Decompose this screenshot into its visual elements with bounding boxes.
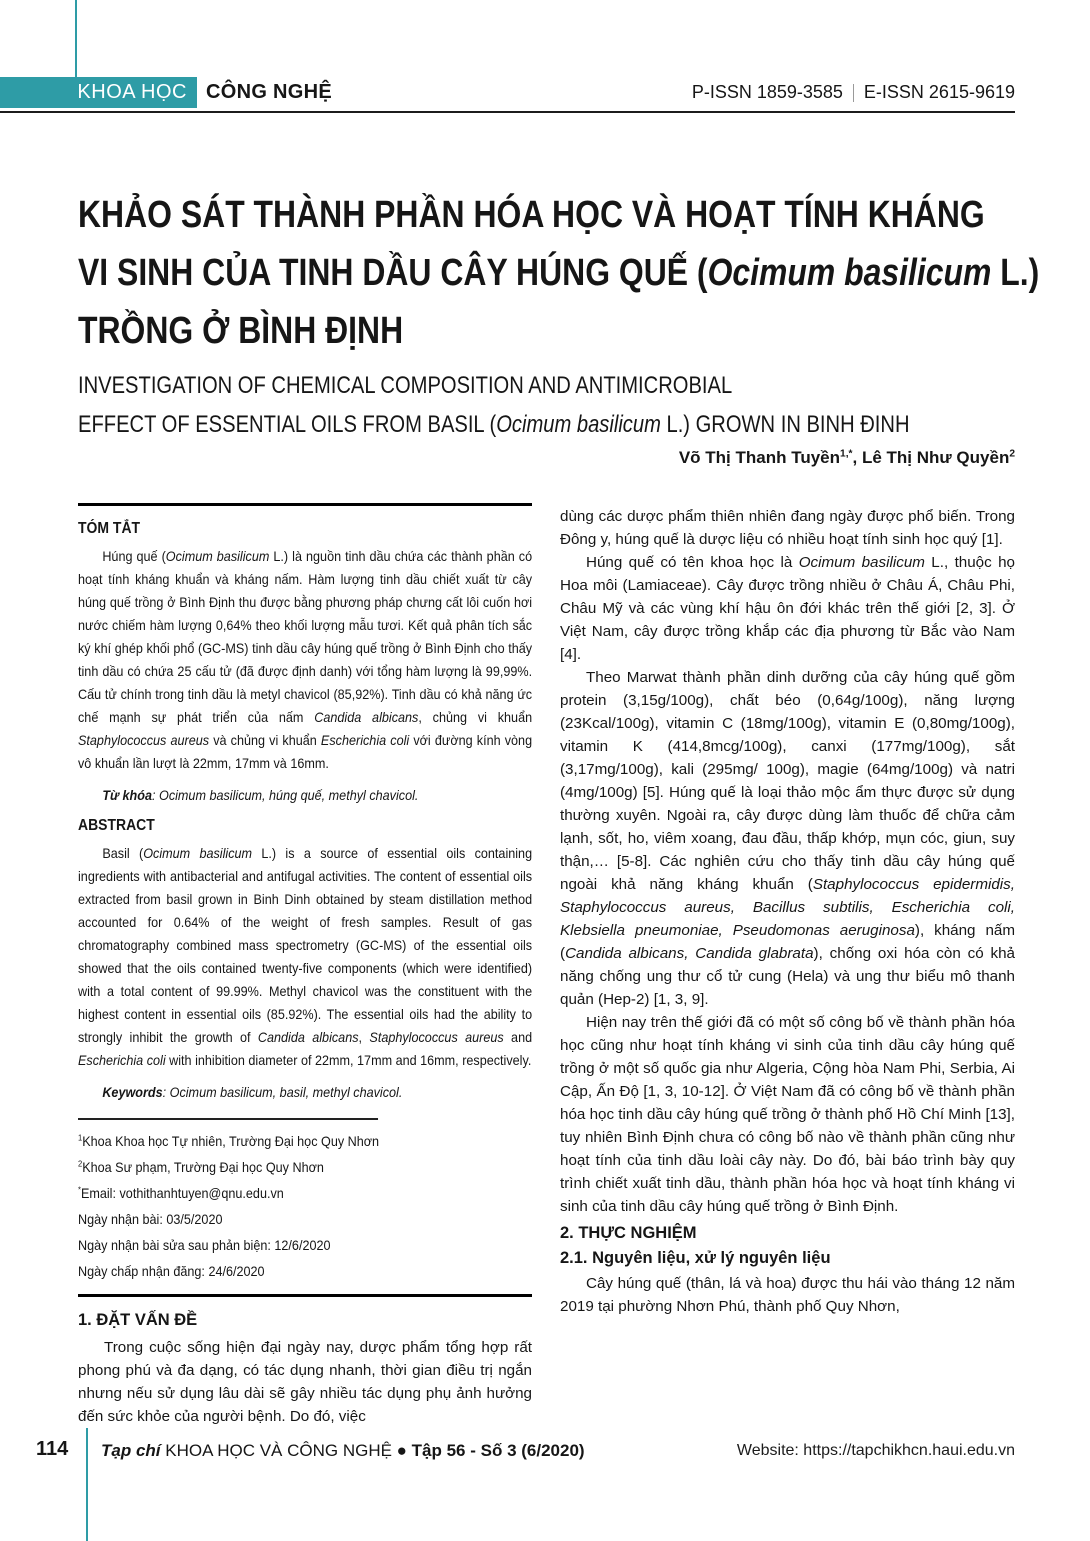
affiliation-2: $^2$Khoa Sư phạm, Trường Đại học Quy Nhơn (78, 1158, 324, 1175)
e-issn-label: E-ISSN 2615-9619 (863, 82, 1015, 102)
page-header (0, 77, 1090, 108)
tu-khoa-line: Từ khóa: Ocimum basilicum, húng quế, methyl chavicol. (102, 787, 419, 803)
body-paragraph-5: Cây húng quế (thân, lá và hoa) được thu hái vào tháng 12 năm 2019 tại phường Nhơn Phú, thành phố Quy Nhơn, (560, 1275, 1015, 1315)
title-vi-line-1: KHẢO SÁT THÀNH PHẦN HÓA HỌC VÀ HOẠT TÍNH KHÁNG (78, 194, 985, 236)
abstract-paragraph: Basil (Ocimum basilicum L.) is a source of essential oils containing ingredients with antibacterial and antifugal activities. The content of essential oils extracted from basil grown in Binh Dinh obtained by steam distillation method accounted for 0.64% of the weight of fresh samples. Result of gas chromatography combined mass spectrometry (GC-MS) of the essential oils showed that the oils contained twenty-five components (which were identified) with a total content of 99.99%. Methyl chavicol was the constituent with the highest content in essential oils (85.92%). The essential oils had the ability to strongly inhibit the growth of Candida albicans, Staphylococcus aureus and Escherichia coli with inhibition diameter of 22mm, 17mm and 16mm, respectively. (78, 845, 533, 1068)
left-column (78, 503, 532, 1428)
footnote-rule (78, 1118, 378, 1120)
p-issn-label: P-ISSN 1859-3585 (691, 82, 843, 102)
abstract-box (78, 503, 532, 1297)
keywords-line: Keywords: Ocimum basilicum, basil, methyl chavicol. (102, 1084, 403, 1100)
date-accepted: Ngày chấp nhận đăng: 24/6/2020 (78, 1263, 265, 1279)
section-2-heading: 2. THỰC NGHIỆM (560, 1224, 697, 1242)
body-paragraph-3: Theo Marwat thành phần dinh dưỡng của cây húng quế gồm protein (3,15g/100g), chất béo (0,64g/100g), năng lượng (23Kcal/100g), vitamin C (18mg/100g), vitamin E (0,80mg/100g), vitamin K (414,8mcg/100g), canxi (177mg/100g), sắt (3,17mg/100g), kali (295mg/ 100g), magie (64mg/100g) và natri (4mg/100g) [5]. Húng quế là loại thảo mộc ẩm thực được sử dụng thường xuyên. Ngoài ra, cây được dùng làm thuốc để chữa cảm lạnh, sốt, ho, viêm xoang, đau đầu, thấp khớp, mụn cóc, giun, suy thận,… [5-8]. Các nghiên cứu cho thấy tinh dầu cây húng quế ngoài khả năng kháng khuẩn (Staphylococcus epidermidis, Staphylococcus aureus, Bacillus subtilis, Escherichia coli, Klebsiella pneumoniae, Pseudomonas aeruginosa), kháng nấm (Candida albicans, Candida glabrata), chống oxi hóa còn có khả năng chống ung thư cổ tử cung (Hela) và ung thư biểu mô thanh quản (Hep-2) [1, 3, 9]. (560, 669, 1015, 1008)
date-revised: Ngày nhận bài sửa sau phản biện: 12/6/2020 (78, 1237, 331, 1253)
affiliation-1: $^1$Khoa Khoa học Tự nhiên, Trường Đại học Quy Nhơn (78, 1132, 380, 1149)
section-1-heading: 1. ĐẶT VẤN ĐỀ (78, 1311, 198, 1329)
article-title-english (78, 366, 1068, 444)
date-received: Ngày nhận bài: 03/5/2020 (78, 1211, 223, 1227)
footer-website-link[interactable]: Website: https://tapchikhcn.haui.edu.vn (736, 1442, 1015, 1459)
body-paragraph-2: Húng quế có tên khoa học là Ocimum basilicum L., thuộc họ Hoa môi (Lamiaceae). Cây được trồng nhiều ở Châu Á, Châu Phi, Châu Mỹ và các vùng khí hậu ôn đới khác trên thế giới [2, 3]. Ở Việt Nam, cây được trồng khắp các địa phương từ Bắc vào Nam [4]. (560, 554, 1015, 663)
issn-block (692, 77, 1015, 108)
intro-paragraph-left: Trong cuộc sống hiện đại ngày nay, dược phẩm tổng hợp rất phong phú và đa dạng, có tác dụng nhanh, thời gian điều trị ngắn nhưng nếu sử dụng lâu dài sẽ gây nhiều tác dụng phụ ảnh hưởng đến sức khỏe của người bệnh. Do đó, việc (78, 1339, 532, 1425)
footer-journal-title: Tạp chí KHOA HỌC VÀ CÔNG NGHỆ ● Tập 56 - Số 3 (6/2020) (101, 1441, 585, 1460)
title-en-line-2: EFFECT OF ESSENTIAL OILS FROM BASIL (Ocimum basilicum L.) GROWN IN BINH ĐINH (78, 411, 910, 438)
tom-tat-heading: TÓM TẮT (78, 520, 141, 537)
tom-tat-paragraph: Húng quế (Ocimum basilicum L.) là nguồn tinh dầu chứa các thành phần có hoạt tính kháng khuẩn và kháng nấm. Hàm lượng tinh dầu chiết xuất từ cây húng quế trồng ở Bình Định thu được bằng phương pháp chưng cất lôi cuốn hơi nước chiếm hàm lượng 0,64% theo khối lượng mẫu tươi. Kết quả phân tích sắc ký khí ghép khối phổ (GC-MS) tinh dầu cây húng quế trồng ở Bình Định cho thấy tinh dầu có chứa 25 cấu tử (đã được định danh) với tổng hàm lượng là 99,99%. Cấu tử chính trong tinh dầu là metyl chavicol (85,92%). Tinh dầu có khả năng ức chế mạnh sự phát triển của nấm Candida albicans, chủng vi khuẩn Staphylococcus aureus và chủng vi khuẩn Escherichia coli với đường kính vòng vô khuẩn lần lượt là 22mm, 17mm và 16mm. (78, 548, 533, 771)
article-title-vietnamese (78, 186, 1090, 360)
section-label-box (0, 77, 197, 108)
page-number: 114 (36, 1438, 69, 1460)
title-en-line-1: INVESTIGATION OF CHEMICAL COMPOSITION AND ANTIMICROBIAL (78, 372, 733, 399)
section-2-1-heading: 2.1. Nguyên liệu, xử lý nguyên liệu (560, 1249, 831, 1267)
header-horizontal-rule (0, 111, 1015, 113)
body-paragraph-1: dùng các dược phẩm thiên nhiên đang ngày được phổ biến. Trong Đông y, húng quế là dược liệu có nhiều hoạt tính sinh học quý [1]. (560, 508, 1015, 548)
abstract-heading: ABSTRACT (78, 817, 155, 834)
right-column (560, 503, 1015, 1318)
top-left-vertical-rule (75, 0, 77, 77)
two-column-body (78, 503, 1015, 1428)
header-label-cong-nghe: CÔNG NGHỆ (206, 81, 333, 103)
title-vi-line-3: TRỒNG Ở BÌNH ĐỊNH (78, 310, 404, 352)
title-vi-line-2: VI SINH CỦA TINH DẦU CÂY HÚNG QUẾ (Ocimum basilicum L.) (78, 252, 1040, 294)
issn-separator (853, 84, 854, 102)
corresponding-email[interactable]: *Email: vothithanhtuyen@qnu.edu.vn (78, 1184, 284, 1201)
footer-vertical-rule (86, 1428, 88, 1541)
body-paragraph-4: Hiện nay trên thế giới đã có một số công bố về thành phần hóa học cũng như hoạt tính kháng vi sinh của tinh dầu cây húng quế trồng ở một số quốc gia như Algeria, Cộng hòa Nam Phi, Serbia, Ai Cập, Ấn Độ [1, 3, 10-12]. Ở Việt Nam đã có công bố về thành phần hóa học tinh dầu cây húng quế trồng ở thành phố Hồ Chí Minh [13], tuy nhiên Bình Định chưa có công bố nào về thành phần cũng như hoạt tính của tinh dầu loài cây này. Do đó, bài báo trình bày quy trình chiết xuất tinh dầu, thành phần hóa học và hoạt tính kháng vi sinh của tinh dầu cây húng quế trồng ở Bình Định. (560, 1014, 1015, 1215)
header-label-khoa-hoc: KHOA HỌC (77, 81, 187, 103)
authors-line: Võ Thị Thanh Tuyền$^{1,*}$, Lê Thị Như Quyền$^2$ (678, 448, 1015, 467)
